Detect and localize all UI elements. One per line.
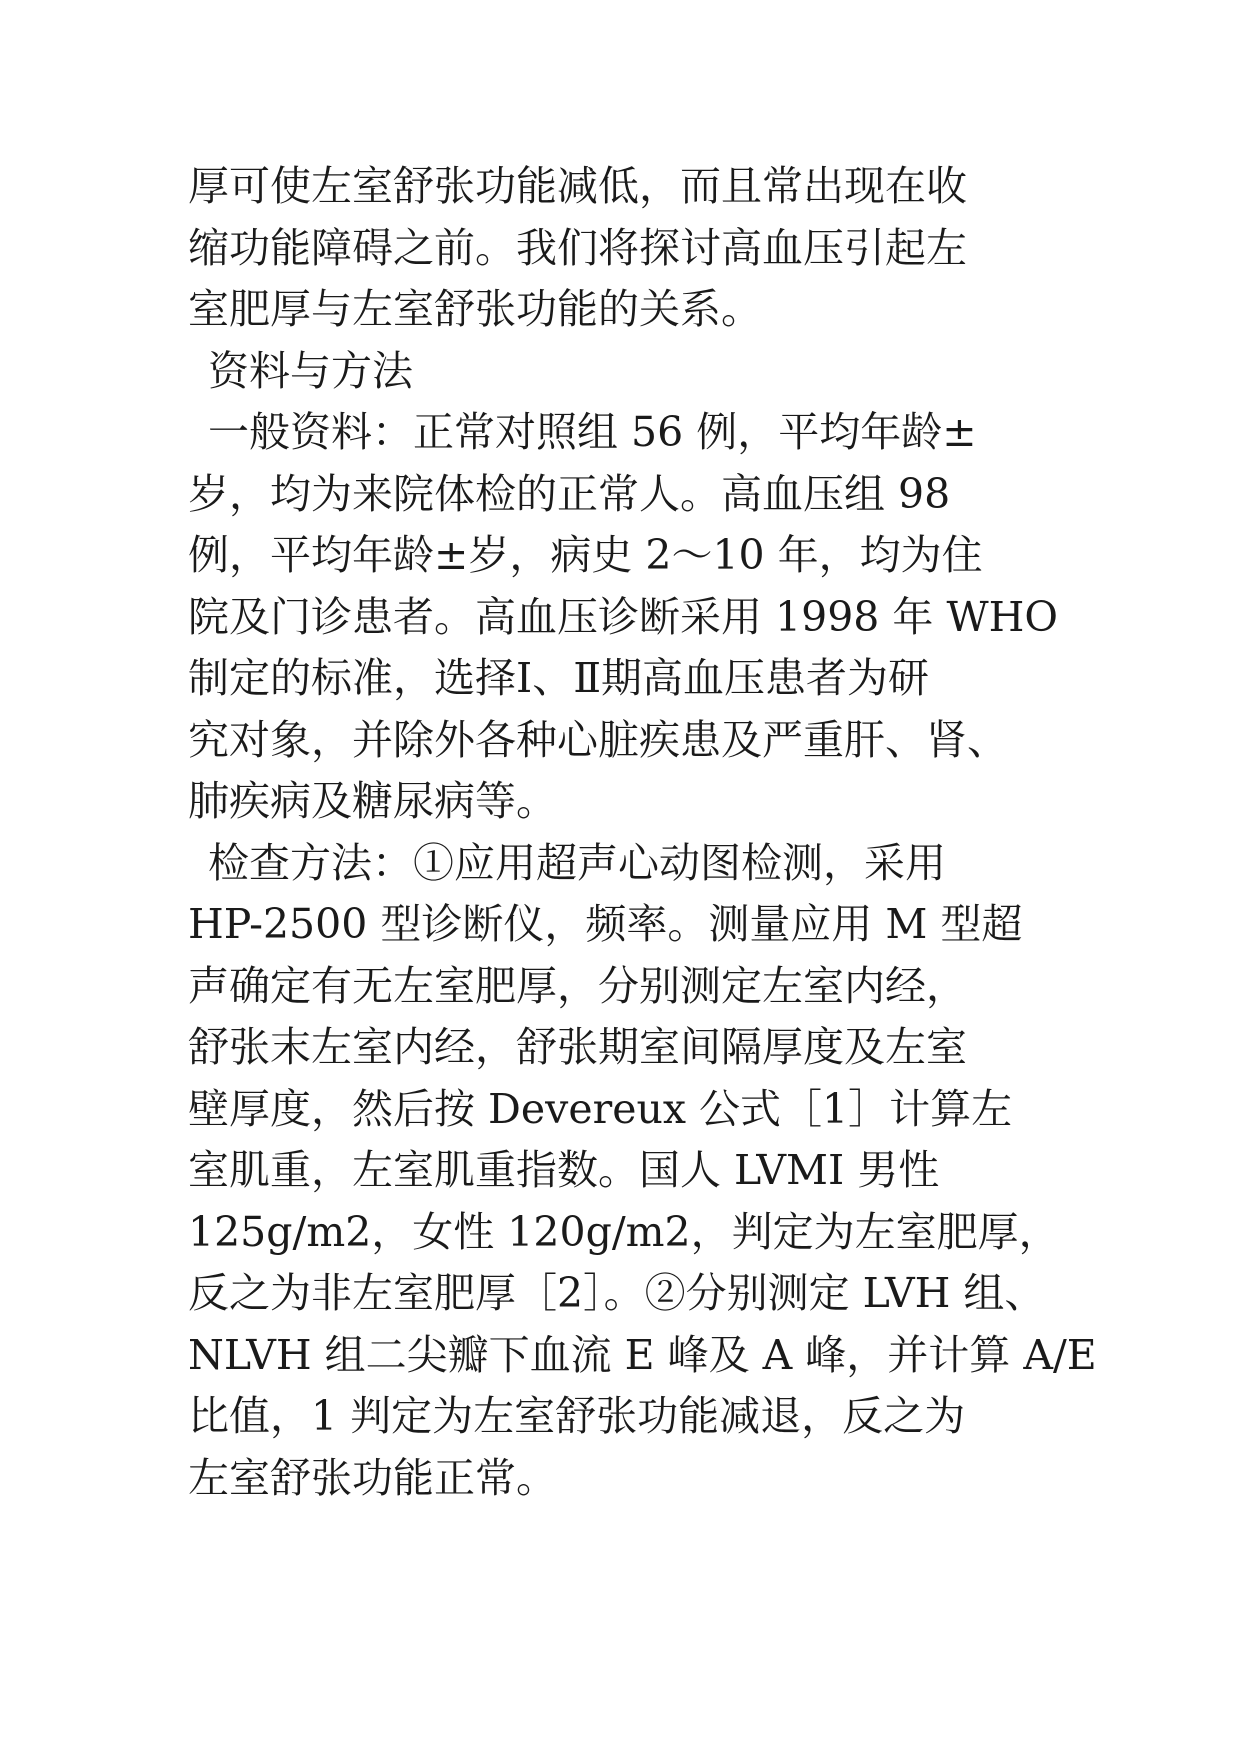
text-line: 缩功能障碍之前。我们将探讨高血压引起左 [188, 223, 967, 272]
text-line: NLVH 组二尖瓣下血流 E 峰及 A 峰，并计算 A/E [188, 1330, 1097, 1379]
text-line: 比值，1 判定为左室舒张功能减退，反之为 [188, 1392, 966, 1440]
body-text [188, 156, 1097, 1509]
text-line: 125g/m2，女性 120g/m2，判定为左室肥厚， [188, 1207, 1060, 1256]
text-line: 左室舒张功能正常。 [188, 1453, 557, 1502]
text-line: 一般资料：正常对照组 56 例，平均年龄± [208, 408, 977, 456]
text-line: 例，平均年龄±岁，病史 2～10 年，均为住 [188, 531, 983, 579]
text-line: 反之为非左室肥厚［2］。②分别测定 LVH 组、 [188, 1269, 1046, 1317]
text-line: 院及门诊患者。高血压诊断采用 1998 年 WHO [188, 592, 1058, 641]
text-line: 检查方法：①应用超声心动图检测，采用 [208, 838, 946, 887]
section-heading: 资料与方法 [208, 346, 413, 395]
text-line: 制定的标准，选择Ⅰ、Ⅱ期高血压患者为研 [188, 654, 930, 702]
text-line: 舒张末左室内经，舒张期室间隔厚度及左室 [188, 1023, 967, 1071]
text-line: 室肥厚与左室舒张功能的关系。 [188, 285, 762, 333]
text-line: 肺疾病及糖尿病等。 [188, 777, 557, 825]
text-line: 壁厚度，然后按 Devereux 公式［1］计算左 [188, 1084, 1013, 1133]
text-line: 岁，均为来院体检的正常人。高血压组 98 [188, 469, 951, 518]
text-line: HP-2500 型诊断仪，频率。测量应用 M 型超 [188, 900, 1023, 948]
text-line: 室肌重，左室肌重指数。国人 LVMI 男性 [188, 1146, 940, 1194]
text-line: 究对象，并除外各种心脏疾患及严重肝、肾、 [188, 715, 1008, 764]
text-line: 声确定有无左室肥厚，分别测定左室内经， [188, 961, 967, 1010]
text-line: 厚可使左室舒张功能减低，而且常出现在收 [188, 162, 967, 210]
